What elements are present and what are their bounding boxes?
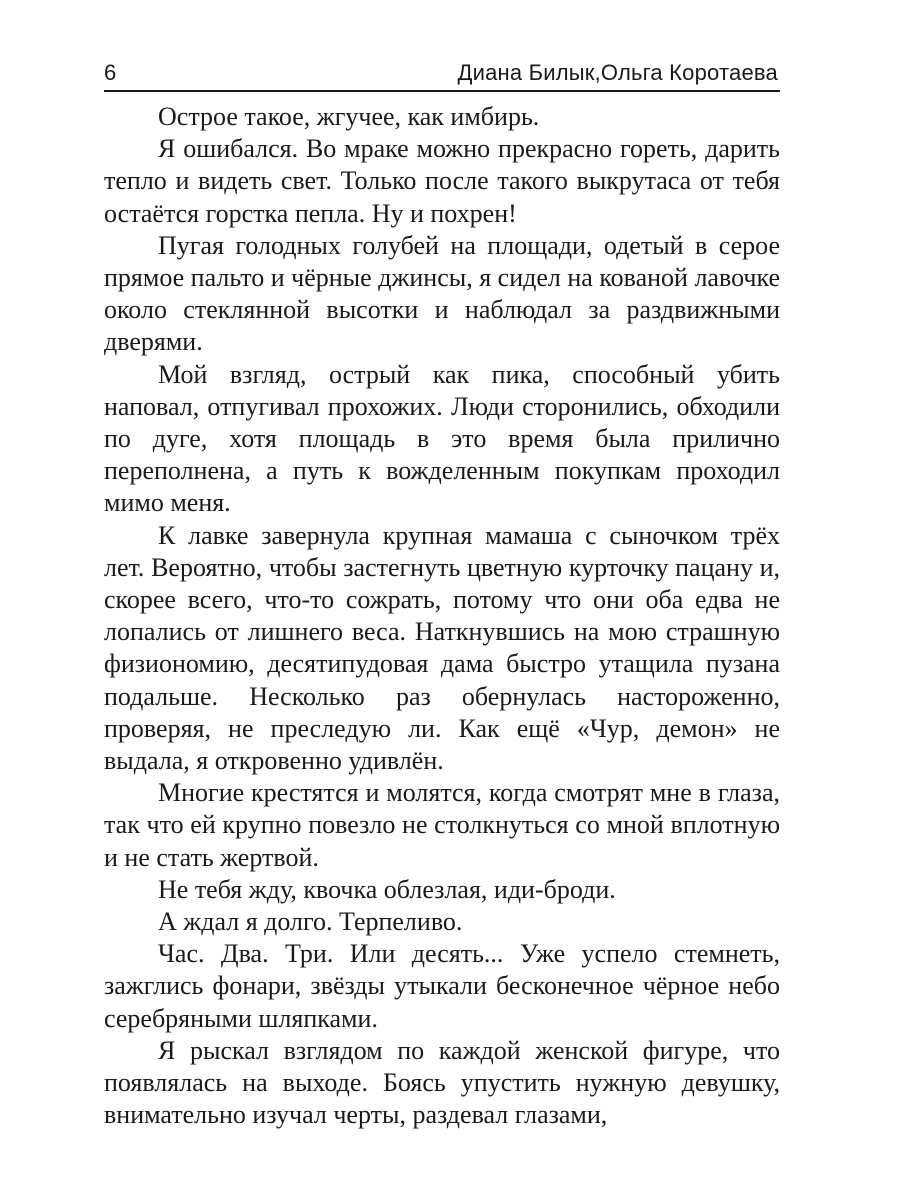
page-header <box>104 58 780 92</box>
paragraph: Не тебя жду, квочка облезлая, иди-броди. <box>158 874 616 904</box>
running-head-authors: Диана Билык,Ольга Коротаева <box>457 60 778 85</box>
header-rule <box>104 90 780 92</box>
paragraph: Пугая голодных голубей на площади, одетый в серое прямое пальто и чёрные джинсы, я сидел на кованой лавочке около стеклянной высотки и наблюдал за раздвижными дверями. <box>104 230 780 357</box>
paragraph: К лавке завернула крупная мамаша с сыночком трёх лет. Вероятно, чтобы застегнуть цветную курточку пацану и, скорее всего, что-то сожрать, потому что они оба едва не лопались от лишнего веса. Наткнувшись на мою страшную физиономию, десятипудовая дама быстро утащила пузана подальше. Несколько раз обернулась настороженно, проверяя, не преследую ли. Как ещё «Чур, демон» не выдала, я откровенно удивлён. <box>104 520 780 776</box>
paragraph: Час. Два. Три. Или десять... Уже успело стемнеть, зажглись фонари, звёзды утыкали бесконечное чёрное небо серебряными шляпками. <box>104 939 780 1033</box>
paragraph: Острое такое, жгучее, как имбирь. <box>158 102 540 131</box>
paragraph: Мой взгляд, острый как пика, способный убить наповал, отпугивал прохожих. Люди сторонились, обходили по дуге, хотя площадь в это время была прилично переполнена, а путь к вожделенным покупкам проходил мимо меня. <box>104 359 780 518</box>
paragraph: Я ошибался. Во мраке можно прекрасно гореть, дарить тепло и видеть свет. Только после такого выкрутаса от тебя остаётся горстка пепла. Ну и похрен! <box>104 134 780 228</box>
body-text <box>104 101 780 1132</box>
paragraph: Я рыскал взглядом по каждой женской фигуре, что появлялась на выходе. Боясь упустить нужную девушку, внимательно изучал черты, раздевал глазами, <box>104 1035 780 1130</box>
page-number: 6 <box>104 60 117 85</box>
paragraph: Многие крестятся и молятся, когда смотрят мне в глаза, так что ей крупно повезло не столкнуться со мной вплотную и не стать жертвой. <box>104 778 780 872</box>
paragraph: А ждал я долго. Терпеливо. <box>158 907 463 937</box>
